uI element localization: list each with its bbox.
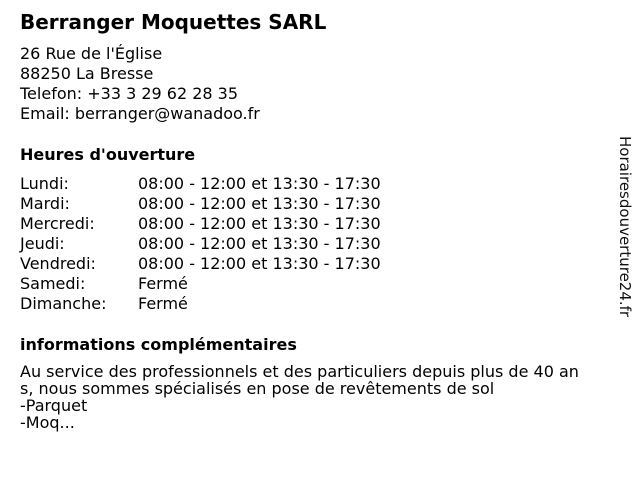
- day-time: Fermé: [138, 274, 188, 293]
- day-time: 08:00 - 12:00 et 13:30 - 17:30: [138, 174, 381, 193]
- day-time: 08:00 - 12:00 et 13:30 - 17:30: [138, 254, 381, 273]
- hours-table: [20, 174, 440, 314]
- day-time: Fermé: [138, 294, 188, 313]
- watermark-text: Horairesdouverture24.fr: [616, 136, 634, 318]
- day-label: Vendredi:: [20, 254, 96, 273]
- hours-row: [20, 254, 440, 274]
- email: Email: berranger@wanadoo.fr: [20, 104, 260, 123]
- day-label: Mercredi:: [20, 214, 95, 233]
- city: 88250 La Bresse: [20, 64, 154, 83]
- company-name: Berranger Moquettes SARL: [20, 10, 327, 34]
- hours-row: [20, 274, 440, 294]
- phone: Telefon: +33 3 29 62 28 35: [20, 84, 239, 103]
- hours-heading: Heures d'ouverture: [20, 145, 196, 164]
- hours-row: [20, 214, 440, 234]
- day-label: Lundi:: [20, 174, 69, 193]
- info-line: s, nous sommes spécialisés en pose de revêtements de sol: [20, 379, 495, 398]
- info-line: Au service des professionnels et des particuliers depuis plus de 40 an: [20, 362, 579, 381]
- hours-row: [20, 194, 440, 214]
- day-time: 08:00 - 12:00 et 13:30 - 17:30: [138, 194, 381, 213]
- day-label: Dimanche:: [20, 294, 107, 313]
- hours-row: [20, 234, 440, 254]
- hours-row: [20, 174, 440, 194]
- info-line: -Moq...: [20, 413, 75, 432]
- day-label: Samedi:: [20, 274, 86, 293]
- day-label: Jeudi:: [20, 234, 65, 253]
- info-line: -Parquet: [20, 396, 88, 415]
- day-time: 08:00 - 12:00 et 13:30 - 17:30: [138, 234, 381, 253]
- info-text: [20, 363, 630, 431]
- address-block: [20, 44, 260, 124]
- day-label: Mardi:: [20, 194, 70, 213]
- info-heading: informations complémentaires: [20, 335, 297, 354]
- day-time: 08:00 - 12:00 et 13:30 - 17:30: [138, 214, 381, 233]
- hours-row: [20, 294, 440, 314]
- street: 26 Rue de l'Église: [20, 44, 163, 63]
